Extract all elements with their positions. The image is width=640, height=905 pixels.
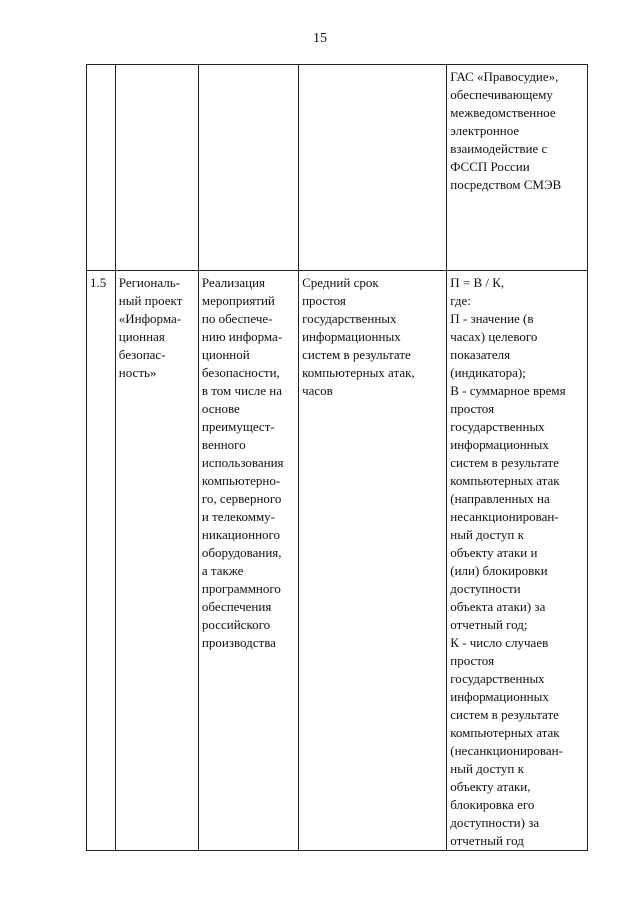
- cell-text-line: В - суммарное время: [450, 383, 566, 398]
- cell-text-line: компьютерно-: [201, 473, 281, 488]
- cell-text-line: ФССП России: [450, 159, 530, 174]
- cell-text-line: компьютерных атак,: [302, 365, 415, 380]
- cell-text-line: простоя: [450, 401, 495, 416]
- cell-text-line: производства: [201, 635, 276, 650]
- row-number-cell: [87, 65, 116, 271]
- row-number-cell: [87, 271, 116, 851]
- cell-text-line: (или) блокировки: [450, 563, 548, 578]
- cell-text-line: П - значение (в: [450, 311, 534, 326]
- cell-text-line: электронное: [450, 123, 520, 138]
- formula-cell: [447, 271, 588, 851]
- project-cell: [115, 271, 198, 851]
- cell-text-line: отчетный год;: [450, 617, 528, 632]
- cell-text-line: несанкционирован-: [450, 509, 559, 524]
- cell-text-line: безопас-: [118, 347, 166, 362]
- cell-text-line: Реализация: [201, 275, 266, 290]
- cell-text-line: часов: [302, 383, 333, 398]
- cell-text-line: мероприятий: [201, 293, 275, 308]
- cell-text-line: оборудования,: [201, 545, 282, 560]
- cell-text-line: основе: [201, 401, 240, 416]
- cell-text-line: систем в результате: [450, 455, 559, 470]
- cell-text-line: по обеспече-: [201, 311, 273, 326]
- row-number: 1.5: [90, 275, 107, 290]
- cell-text-line: информационных: [302, 329, 401, 344]
- cell-text-line: и телекомму-: [201, 509, 276, 524]
- cell-text-line: доступности) за: [450, 815, 540, 830]
- cell-text-line: ность»: [118, 365, 157, 380]
- cell-text-line: блокировка его: [450, 797, 535, 812]
- cell-text-line: преимущест-: [201, 419, 275, 434]
- indicator-cell: [299, 271, 447, 851]
- cell-text-line: К - число случаев: [450, 635, 549, 650]
- cell-text-line: Средний срок: [302, 275, 379, 290]
- cell-text-line: программного: [201, 581, 281, 596]
- cell-text-line: ционная: [118, 329, 165, 344]
- cell-text-line: использования: [201, 455, 284, 470]
- cell-text-line: ный доступ к: [450, 761, 524, 776]
- cell-text-line: взаимодействие с: [450, 141, 548, 156]
- cell-text-line: российского: [201, 617, 271, 632]
- indicator-cell: [299, 65, 447, 271]
- cell-text-line: часах) целевого: [450, 329, 538, 344]
- cell-text-line: посредством СМЭВ: [450, 177, 562, 192]
- cell-text-line: никационного: [201, 527, 281, 542]
- cell-text-line: компьютерных атак: [450, 473, 560, 488]
- cell-text-line: ционной: [201, 347, 250, 362]
- page-number: 15: [313, 31, 327, 46]
- cell-text-line: где:: [450, 293, 471, 308]
- project-cell: [115, 65, 198, 271]
- cell-text-line: государственных: [450, 419, 545, 434]
- cell-text-line: Региональ-: [118, 275, 180, 290]
- table-row: [87, 271, 588, 851]
- cell-text-line: (несанкционирован-: [450, 743, 563, 758]
- cell-text-line: межведомственное: [450, 105, 556, 120]
- cell-text-line: систем в результате: [302, 347, 411, 362]
- cell-text-line: объекту атаки и: [450, 545, 538, 560]
- indicators-table: [86, 64, 588, 851]
- cell-text-line: (индикатора);: [450, 365, 526, 380]
- cell-text-line: (направленных на: [450, 491, 550, 506]
- cell-text-line: в том числе на: [201, 383, 283, 398]
- cell-text-line: доступности: [450, 581, 521, 596]
- cell-text-line: «Информа-: [118, 311, 182, 326]
- cell-text-line: простоя: [302, 293, 346, 308]
- cell-text-line: систем в результате: [450, 707, 559, 722]
- cell-text-line: государственных: [450, 671, 545, 686]
- cell-text-line: го, серверного: [201, 491, 282, 506]
- cell-text-line: простоя: [450, 653, 495, 668]
- cell-text-line: ный проект: [118, 293, 183, 308]
- activity-cell: [198, 271, 298, 851]
- cell-text-line: показателя: [450, 347, 511, 362]
- cell-text-line: компьютерных атак: [450, 725, 560, 740]
- table-row: [87, 65, 588, 271]
- cell-text-line: отчетный год: [450, 833, 524, 848]
- cell-text-line: объекту атаки,: [450, 779, 531, 794]
- cell-text-line: объекта атаки) за: [450, 599, 546, 614]
- cell-text-line: а также: [201, 563, 244, 578]
- cell-text-line: обеспечения: [201, 599, 272, 614]
- cell-text-line: информационных: [450, 689, 549, 704]
- cell-text-line: нию информа-: [201, 329, 283, 344]
- cell-text-line: информационных: [450, 437, 549, 452]
- formula-cell: [447, 65, 588, 271]
- cell-text-line: обеспечивающему: [450, 87, 553, 102]
- cell-text-line: венного: [201, 437, 246, 452]
- cell-text-line: ный доступ к: [450, 527, 524, 542]
- cell-text-line: безопасности,: [201, 365, 280, 380]
- cell-text-line: П = В / К,: [450, 275, 505, 290]
- cell-text-line: ГАС «Правосудие»,: [450, 69, 559, 84]
- cell-text-line: государственных: [302, 311, 397, 326]
- activity-cell: [198, 65, 298, 271]
